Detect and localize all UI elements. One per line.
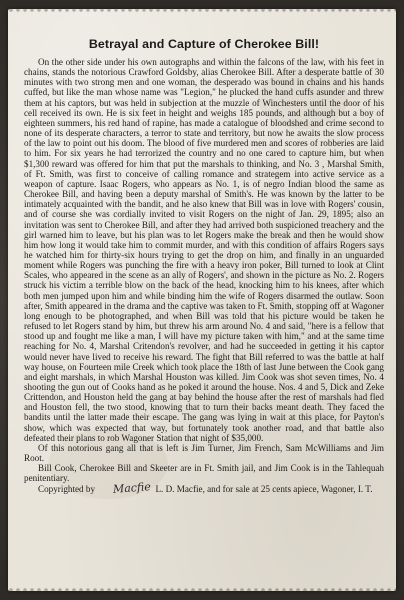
- printed-card: [8, 9, 396, 591]
- copyright-prefix: Copyrighted by: [38, 483, 96, 494]
- card-edge-top: [8, 7, 396, 13]
- copyright-suffix: L. D. Macfie, and for sale at 25 cents apiece, Wagoner, I. T.: [155, 483, 373, 494]
- copyright-line: [24, 479, 384, 496]
- document-body: [24, 57, 384, 494]
- paragraph: Bill Cook, Cherokee Bill and Skeeter are in Ft. Smith jail, and Jim Cook is in the Tahlequah penitentiary.: [24, 463, 384, 484]
- handwritten-signature: Macfie: [112, 479, 152, 496]
- document-content: [24, 25, 384, 581]
- paragraph: Of this notorious gang all that is left is Jim Turner, Jim French, Sam McWilliams and Jim Root.: [24, 442, 384, 464]
- card-edge-bottom: [8, 587, 396, 593]
- paragraph: On the other side under his own autographs and within the falcons of the law, with his feet in chains, stands the notorious Crawford Goldsby, alias Cherokee Bill. After a desperate battle of 30 minutes with two strong men and one woman, the desperado was bound in chains and his hands cuffed, but like the man whose name was "Legion," he plucked the hand cuffs asunder and threw them at his captors, but was held in subjection at the muzzle of Winchesters until the door of his cell received its own. He is six feet in height and weighs 185 pounds, and although but a boy of eighteen summers, his red hand of rapine, has made a catalogue of bloodshed and crime second to none of its desperate characters, a terror to state and territory, but now he awaits the slow process of the law to point out his doom. The blood of five murdered men and scores of robberies are laid to him. For six years he had terrorized the country and no one cared to capture him, but when $1,300 reward was offered for him that put the marshals to thinking, and No. 3 , Marshal Smith, of Ft. Smith, was first to conceive of calling romance and strategem into active service as a weapon of capture. Isaac Rogers, who appears as No. 1, is of negro Indian blood the same as Cherokee Bill, and having been a deputy marshal of Smith's. He was known by the latter to be intimately acquainted with the bandit, and he also knew that Bill was in love with Rogers' cousin, and of course she was cordially invited to visit Rogers on the night of Jan. 29, 1895; also an invitation was sent to Cherokee Bill, and after they had arrived both suspicioned treachery and the girl warned him to leave, but his plan was to let Rogers make the break and then he would show him how long it would take him to commit murder, and with this condition of affairs Rogers says he watched him for thirty-six hours trying to get the drop on him, and finally in an unguarded moment while Rogers was punching the fire with a heavy iron poker, Bill turned to look at Clint Scales, who appeared in the scene as an ally of Rogers', and shown in the picture as No. 2. Rogers struck his victim a terrible blow on the back of the head, knocking him to his knees, after which both men jumped upon him and while binding him the wife of Rogers disarmed the outlaw. Soon after, Smith appeared in the drama and the captive was taken to Ft. Smith, stopping off at Wagoner long enough to be photographed, and when Bill was told that his picture would be taken he refused to let Rogers stand by him, but threw his arm around No. 4 and said, "here is a fellow that stood up and fought me like a man, I will have my picture taken with him," and at the same time reaching for No. 4, Marshal Critendon's revolver, and had he succeeded in getting it his captor would never have lived to receive his reward. The fight that Bill referred to was the battle at half way house, on Fourteen mile Creek which took place the 18th of last June between the Cook gang and eight marshals, in which Marshal Houston was killed. Jim Cook was shot seven times, No. 4 shooting the gun out of Cooks hand as he poked it around the house. Nos. 4 and 5, Dick and Zeke Crittendon, and Houston held the gang at bay behind the house after the rest of marshals had fled and Houston fell, the two stood, knowing that to turn their backs meant death. They faced the bandits until the latter made their escape. The gang was lying in wait at this place, for Payton's show, which was expected that way, but fortunately took another road, and that battle also defeated their plans to rob Wagoner Station that night of $35,000.: [24, 57, 384, 443]
- document-title: Betrayal and Capture of Cherokee Bill!: [88, 37, 320, 51]
